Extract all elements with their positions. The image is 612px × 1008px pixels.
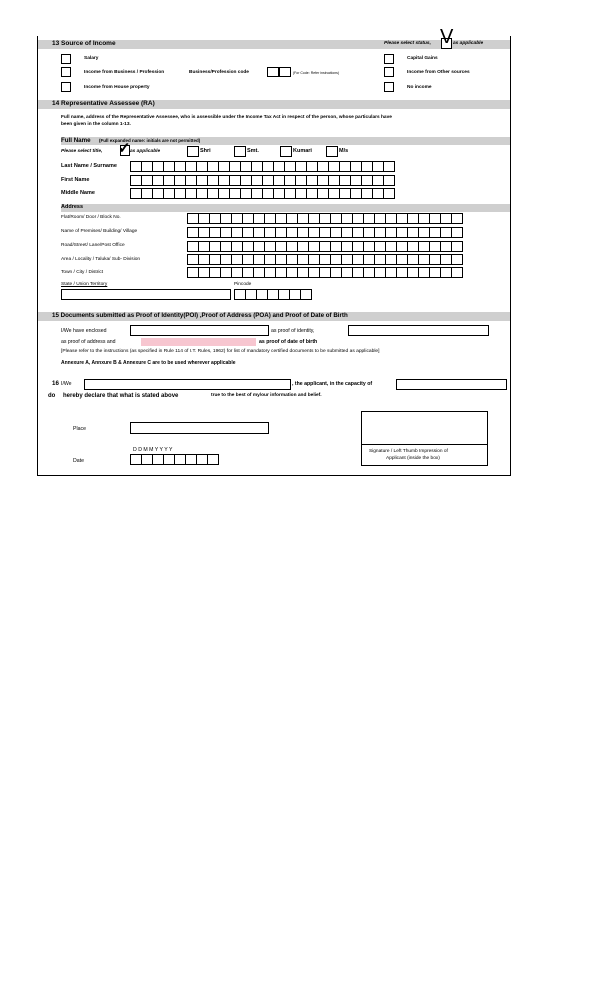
address-header	[61, 204, 510, 212]
last-name-label: Last Name / Surname	[61, 163, 117, 169]
road-label: Road/Street/ Lane/Post Office	[61, 243, 125, 248]
middle-name-label: Middle Name	[61, 190, 95, 196]
address-label: Address	[61, 204, 84, 210]
other-sources-checkbox[interactable]	[384, 67, 394, 77]
place-label: Place	[73, 426, 86, 432]
form-right-border	[510, 36, 511, 476]
char-box[interactable]	[300, 289, 312, 300]
kumari-checkbox[interactable]	[280, 146, 292, 157]
dob-document-field[interactable]	[141, 338, 256, 346]
status-tick: V	[440, 26, 454, 48]
area-label: Area / Locality / Taluka/ Sub- Division	[61, 257, 141, 262]
shri-label: Shri	[200, 148, 211, 154]
enclosed-label: I/We have enclosed	[61, 328, 107, 334]
declare-do: do	[48, 393, 56, 399]
section-14-title: 14 Representative Assessee (RA)	[52, 100, 155, 107]
town-label: Town / City / District	[61, 270, 104, 275]
signature-label-2: Applicant (inside the box)	[386, 456, 440, 461]
char-box[interactable]	[383, 175, 395, 186]
code-note: (For Code: Refer instructions)	[293, 71, 340, 75]
last-name-field[interactable]	[130, 161, 395, 172]
char-box[interactable]	[207, 454, 219, 465]
business-checkbox[interactable]	[61, 67, 71, 77]
poi-document-field[interactable]	[130, 325, 269, 336]
capital-gains-label: Capital Gains	[407, 56, 438, 61]
annexure-note: Annexure A, Annxure B & Annexure C are to be used wherever applicable	[61, 360, 236, 366]
no-income-label: No income	[407, 85, 432, 90]
area-field[interactable]	[187, 254, 463, 265]
business-code-box-1[interactable]	[267, 67, 279, 77]
flat-field[interactable]	[187, 213, 463, 224]
capacity-field[interactable]	[396, 379, 507, 390]
premises-label: Name of Premises/ Building/ Village	[61, 229, 138, 234]
char-box[interactable]	[451, 267, 463, 278]
declarant-name-field[interactable]	[84, 379, 291, 390]
fullname-note: (Full expanded name: initials are not permitted)	[99, 138, 201, 143]
poa-document-field[interactable]	[348, 325, 489, 336]
ms-label: M/s	[339, 148, 349, 154]
char-box[interactable]	[451, 254, 463, 265]
char-box[interactable]	[451, 227, 463, 238]
proof-address-label: as proof of address and	[61, 339, 116, 345]
flat-label: Flat/Room/ Door / Block No.	[61, 215, 121, 220]
form-bottom-border	[37, 475, 511, 476]
capital-gains-checkbox[interactable]	[384, 54, 394, 64]
date-format: D D M M Y Y Y Y	[133, 447, 173, 453]
section-13-title: 13 Source of Income	[52, 40, 116, 47]
date-field[interactable]	[130, 454, 219, 465]
applicant-capacity-label: , the applicant, in the capacity of	[292, 381, 373, 387]
date-label: Date	[73, 458, 84, 464]
salary-label: Salary	[84, 56, 99, 61]
section-15-title: 15 Documents submitted as Proof of Identity(POI) ,Proof of Address (POA) and Proof of Date of Birth	[52, 312, 348, 319]
char-box[interactable]	[383, 188, 395, 199]
house-label: Income from House property	[84, 85, 150, 90]
business-code-label: Business/Profession code	[189, 70, 249, 75]
place-field[interactable]	[130, 422, 269, 434]
status-hint-applicable: as applicable	[453, 41, 484, 46]
first-name-field[interactable]	[130, 175, 395, 186]
ra-description-2: been given in the column 1-13.	[61, 122, 131, 127]
select-title-hint: Please select title,	[61, 149, 103, 154]
section-16-number: 16	[52, 380, 59, 387]
char-box[interactable]	[451, 241, 463, 252]
fullname-label: Full Name	[61, 137, 91, 144]
declare-true: true to the best of my/our information and belief.	[211, 393, 322, 398]
state-label: State / Union Territory	[61, 282, 108, 287]
as-applicable-label: as applicable	[130, 149, 161, 154]
other-sources-label: Income from Other sources	[407, 70, 470, 75]
state-field[interactable]	[61, 289, 231, 300]
refer-instructions: [Please refer to the instructions (as specified in Rule 114 of I.T. Rules, 1962) for list of mandatory certified documents to be submitted as applicable]	[61, 349, 380, 354]
char-box[interactable]	[383, 161, 395, 172]
char-box[interactable]	[451, 213, 463, 224]
business-label: Income from Business / Profession	[84, 70, 165, 75]
house-checkbox[interactable]	[61, 82, 71, 92]
no-income-checkbox[interactable]	[384, 82, 394, 92]
salary-checkbox[interactable]	[61, 54, 71, 64]
kumari-label: Kumari	[293, 148, 312, 154]
pincode-field[interactable]	[234, 289, 312, 300]
signature-label-1: Signature / Left Thumb Impression of	[369, 449, 448, 454]
ra-description-1: Full name, address of the Representative Assessee, who is assessible under the Income Tax Act in respect of the person, whose particulars have	[61, 115, 392, 120]
smt-label: Smt.	[247, 148, 259, 154]
title-tick: ✓	[118, 140, 131, 157]
signature-divider	[361, 444, 488, 445]
smt-checkbox[interactable]	[234, 146, 246, 157]
premises-field[interactable]	[187, 227, 463, 238]
road-field[interactable]	[187, 241, 463, 252]
declare-statement: hereby declare that what is stated above	[63, 393, 179, 399]
ms-checkbox[interactable]	[326, 146, 338, 157]
iwe-label: I/We	[61, 381, 72, 387]
proof-dob-label: as proof of date of birth	[259, 339, 318, 345]
proof-identity-label: as proof of identity,	[271, 328, 315, 334]
first-name-label: First Name	[61, 177, 90, 183]
pincode-label: Pincode	[234, 282, 252, 287]
middle-name-field[interactable]	[130, 188, 395, 199]
status-hint: Please select status,	[384, 41, 431, 46]
shri-checkbox[interactable]	[187, 146, 199, 157]
town-field[interactable]	[187, 267, 463, 278]
business-code-box-2[interactable]	[279, 67, 291, 77]
